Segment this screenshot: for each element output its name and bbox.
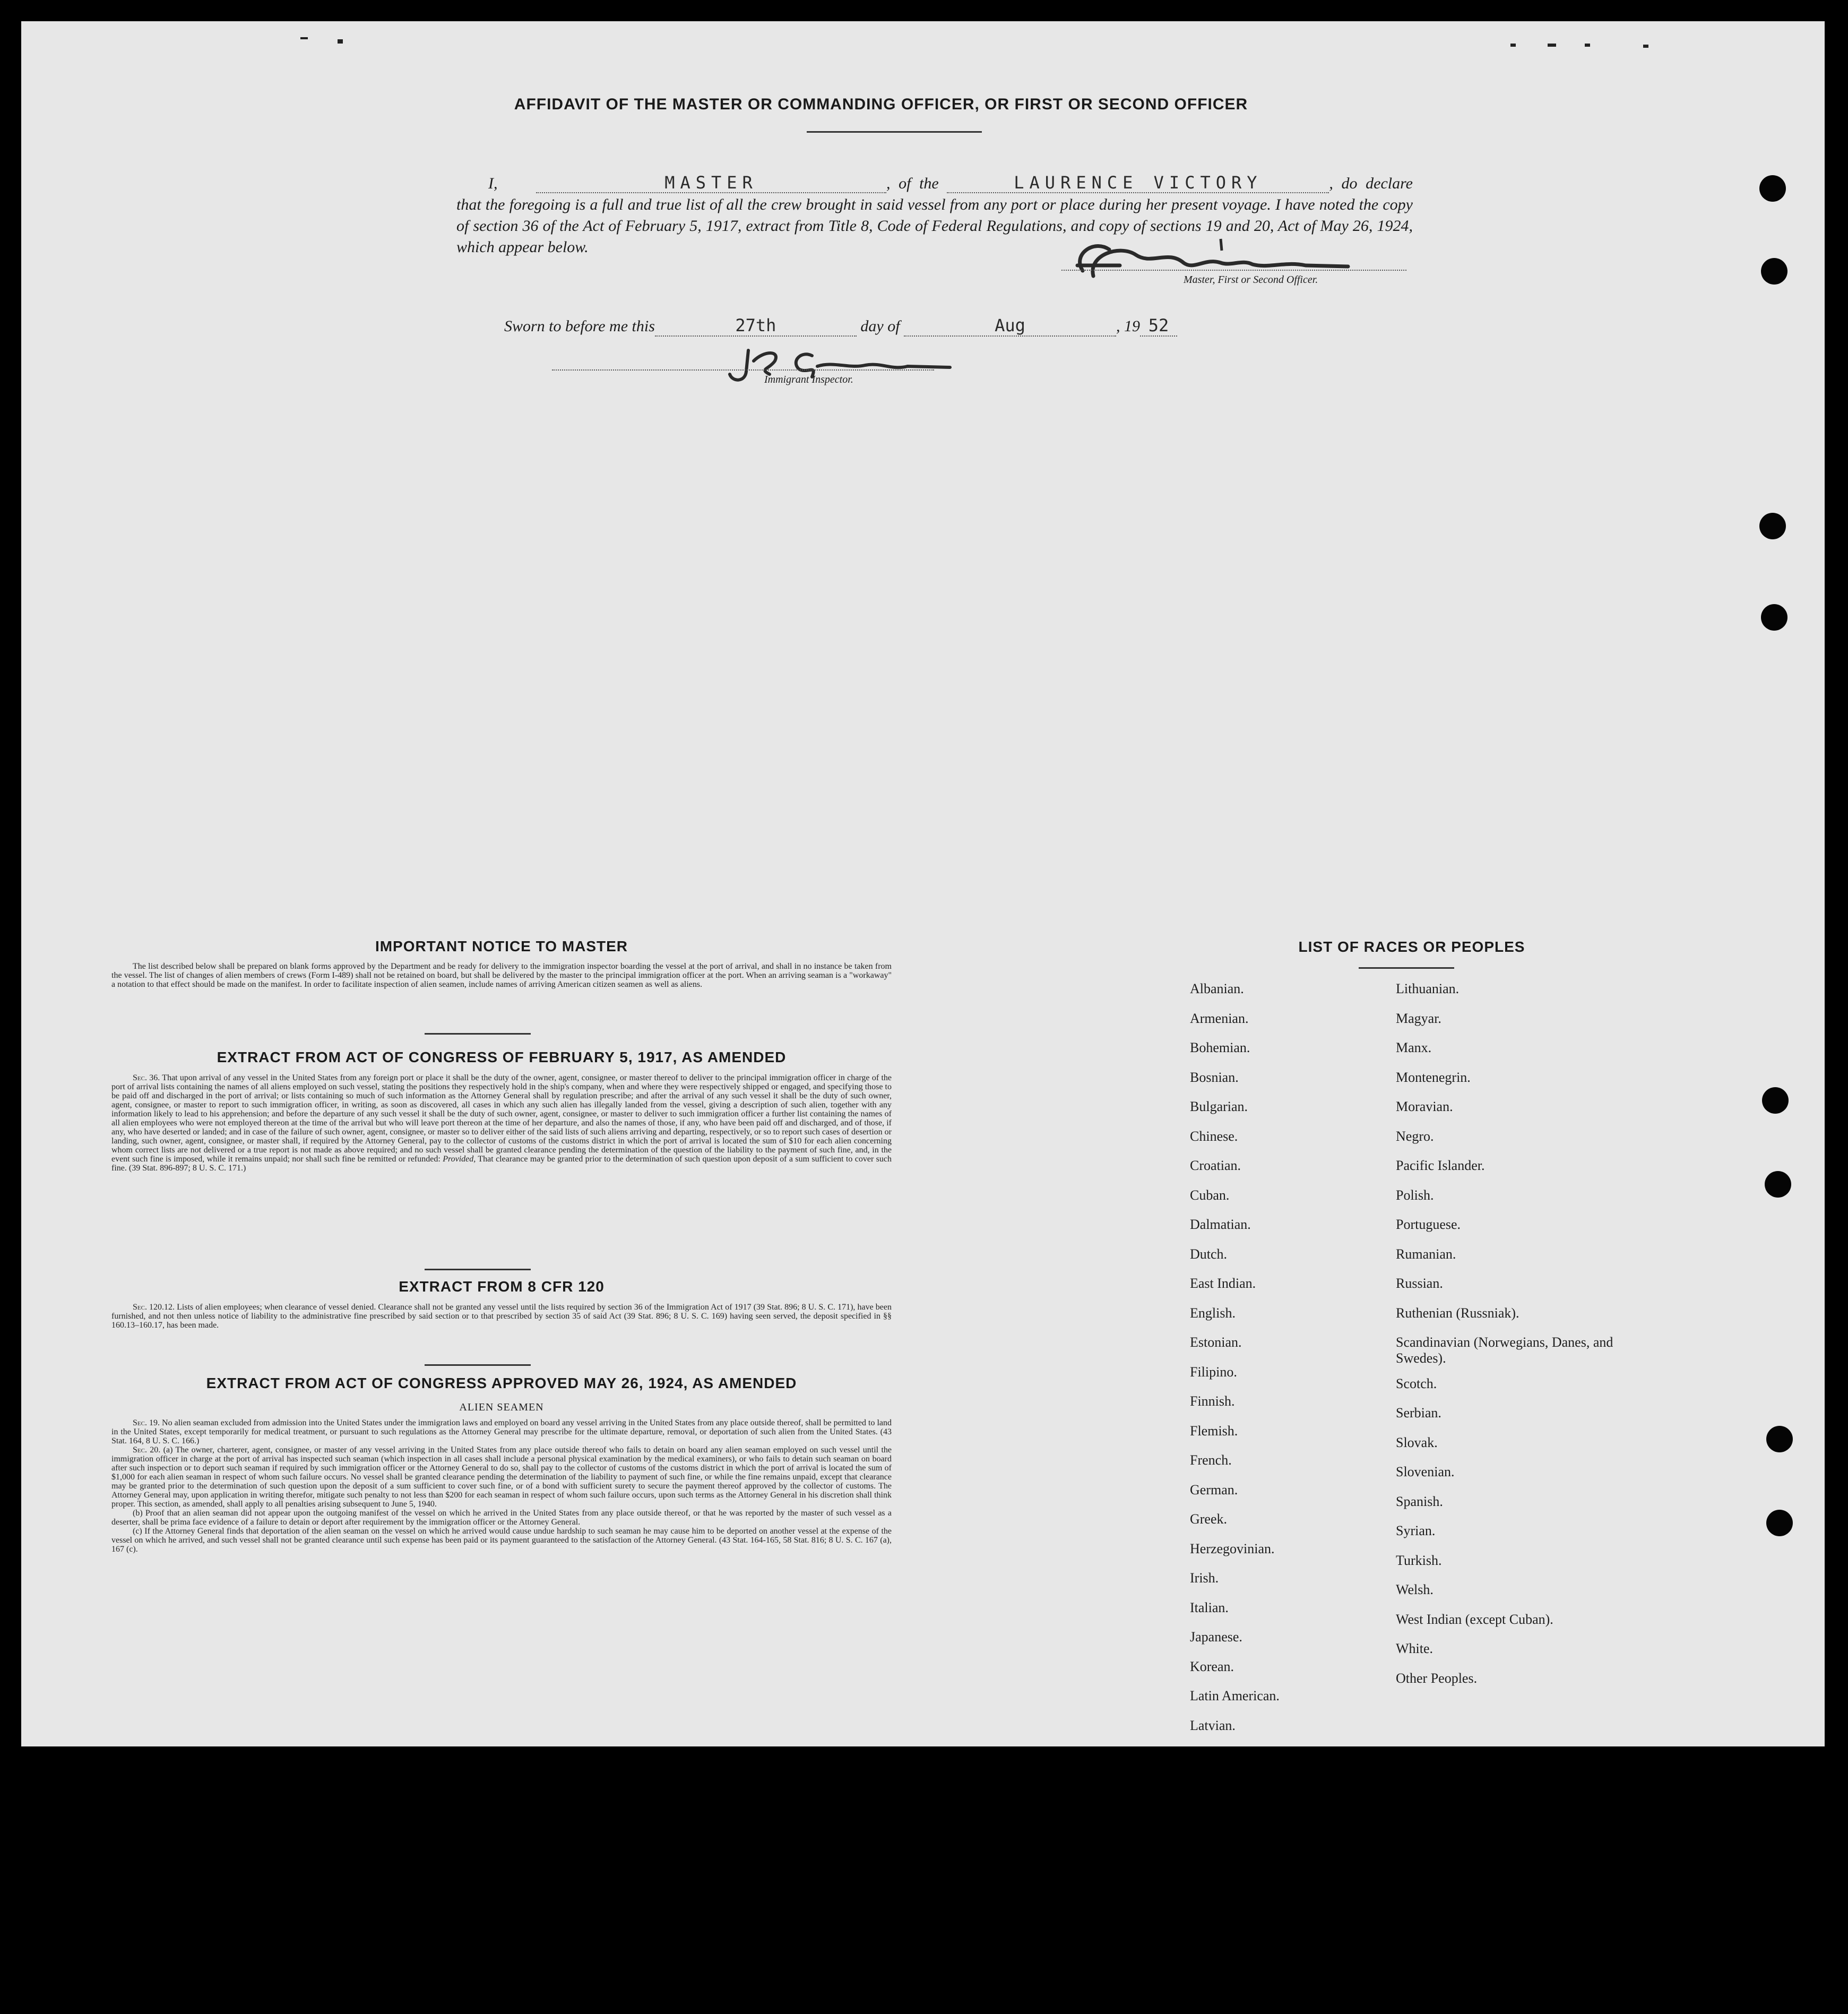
year-prefix: , 19: [1116, 317, 1141, 335]
important-notice-title: IMPORTANT NOTICE TO MASTER: [375, 938, 628, 954]
race-item: Japanese.: [1190, 1629, 1242, 1645]
race-item: Bulgarian.: [1190, 1099, 1248, 1114]
binder-hole: [1766, 1426, 1793, 1452]
race-item: Estonian.: [1190, 1335, 1242, 1350]
races-divider: [1359, 967, 1454, 969]
race-item: German.: [1190, 1482, 1238, 1497]
sworn-line: [504, 315, 1177, 337]
race-item: Korean.: [1190, 1658, 1234, 1674]
sworn-text: Sworn to before me this: [504, 317, 655, 335]
extract-1917-body: [111, 1073, 892, 1173]
race-item: Slovenian.: [1396, 1464, 1455, 1480]
race-item: Dalmatian.: [1190, 1217, 1251, 1232]
extract-1917-title: EXTRACT FROM ACT OF CONGRESS OF FEBRUARY 5, 1917, AS AMENDED: [217, 1049, 787, 1065]
speck: [1643, 45, 1648, 48]
race-item: Lithuanian.: [1396, 981, 1460, 996]
binder-hole: [1762, 1087, 1789, 1114]
race-item: Pacific Islander.: [1396, 1158, 1485, 1173]
affidavit-of-the: , of the: [886, 175, 939, 192]
race-item: Portuguese.: [1396, 1217, 1461, 1232]
vessel-name-field[interactable]: LAURENCE VICTORY: [947, 173, 1329, 193]
inspector-caption: Immigrant Inspector.: [764, 374, 853, 385]
race-item: Syrian.: [1396, 1523, 1436, 1539]
race-item: Croatian.: [1190, 1158, 1241, 1173]
important-notice-body: [111, 962, 892, 989]
day-of-text: day of: [860, 317, 900, 335]
race-item: Scotch.: [1396, 1375, 1437, 1391]
extract-1917-divider: [425, 1269, 531, 1270]
race-item: English.: [1190, 1305, 1236, 1321]
binder-hole: [1761, 604, 1787, 631]
month-field[interactable]: Aug: [904, 315, 1116, 337]
extract-cfr-body: [111, 1303, 892, 1330]
race-item: Serbian.: [1396, 1405, 1441, 1421]
race-item: Flemish.: [1190, 1423, 1238, 1439]
race-item: Herzegovinian.: [1190, 1540, 1275, 1556]
notice-divider: [425, 1033, 531, 1035]
race-item: Welsh.: [1396, 1582, 1434, 1598]
race-item: West Indian (except Cuban).: [1396, 1611, 1553, 1627]
sec-36-label: Sec. 36.: [133, 1073, 160, 1082]
race-item: Manx.: [1396, 1040, 1432, 1055]
race-item: Bosnian.: [1190, 1069, 1239, 1085]
race-item: Scandinavian (Norwegians, Danes, and Swedes).: [1396, 1335, 1613, 1366]
race-item: Turkish.: [1396, 1552, 1442, 1568]
speck: [338, 39, 343, 44]
sec-36-end: That clearance may be granted prior to the determination of such question upon deposit of a sum sufficient to cover such fine. (39 Stat. 896-897; 8 U. S. C. 171.): [111, 1155, 892, 1173]
sec-20a-text: (a) The owner, charterer, agent, consignee, or master of any vessel arriving in the United States from any place outside thereof who fails to detain on board any alien seaman employed on such vessel until the immigration officer in charge at the port of arrival has inspected such seaman (which inspection in all cases shall include a personal physical examination by the medical examiners), or who fails to detain such seaman on board after such inspection or to deport such seaman if required by such immigration officer or the Attorney General to do so, shall pay to the collector of customs of the customs district in which the port of arrival is located the sum of $1,000 for each alien seaman in respect of whom such failure occurs. No vessel shall be granted clearance pending the determination of the liability to payment of such fine, or while the fine remains unpaid, except that clearance may be granted prior to the determination of such question upon the deposit of a sum sufficient to cover such fine, or of a bond with sufficient surety to secure the payment thereof approved by the collector of customs. The Attorney General may, upon application in writing therefor, mitigate such penalty to not less than $200 for each seaman in respect of whom such failure occurs, upon such terms as the Attorney General in his discretion shall think proper. This section, as amended, shall apply to all penalties arising subsequent to June 5, 1940.: [111, 1445, 892, 1509]
race-item: Rumanian.: [1396, 1246, 1456, 1262]
race-item: Latin American.: [1190, 1688, 1280, 1703]
race-item: Other Peoples.: [1396, 1670, 1478, 1686]
master-signature-line: [1061, 270, 1406, 271]
race-item: Slovak.: [1396, 1434, 1438, 1450]
race-item: Polish.: [1396, 1187, 1434, 1203]
speck: [300, 37, 308, 39]
race-item: Latvian.: [1190, 1717, 1236, 1733]
sec-20-label: Sec. 20.: [133, 1445, 161, 1454]
binder-hole: [1766, 1510, 1793, 1536]
race-item: Spanish.: [1396, 1493, 1443, 1509]
provided-word: Provided,: [443, 1155, 476, 1164]
race-item: Moravian.: [1396, 1099, 1453, 1114]
race-item: Armenian.: [1190, 1010, 1249, 1026]
race-item: Magyar.: [1396, 1010, 1441, 1026]
race-item: Irish.: [1190, 1570, 1219, 1586]
race-item: Albanian.: [1190, 981, 1244, 996]
race-item: Bohemian.: [1190, 1040, 1250, 1055]
race-item: Dutch.: [1190, 1246, 1228, 1262]
speck: [1548, 44, 1556, 47]
race-item: Ruthenian (Russniak).: [1396, 1305, 1519, 1321]
title-divider: [807, 131, 982, 133]
extract-1924-title: EXTRACT FROM ACT OF CONGRESS APPROVED MAY 26, 1924, AS AMENDED: [206, 1375, 797, 1391]
affidavit-declare-text: , do declare that the foregoing is a full and true list of all the crew brought in said vessel from any port or place during her present voyage. I have noted the copy of section 36 of the Act of February 5, 1917, extract from Title 8, Code of Federal Regulations, and copy of sections 19 and 20, Act of May 26, 1924, which appear below.: [456, 175, 1413, 256]
race-item: Finnish.: [1190, 1393, 1235, 1409]
binder-hole: [1759, 513, 1786, 539]
race-item: Greek.: [1190, 1511, 1228, 1527]
speck: [1585, 44, 1590, 47]
master-caption: Master, First or Second Officer.: [1184, 274, 1318, 286]
year-field[interactable]: 52: [1140, 315, 1177, 337]
extract-cfr-title: EXTRACT FROM 8 CFR 120: [399, 1278, 605, 1295]
race-item: Russian.: [1396, 1276, 1443, 1291]
affidavit-title: AFFIDAVIT OF THE MASTER OR COMMANDING OFFICER, OR FIRST OR SECOND OFFICER: [514, 96, 1248, 113]
alien-seamen-subtitle: ALIEN SEAMEN: [459, 1401, 544, 1413]
sec-20c-text: (c) If the Attorney General finds that deportation of the alien seaman on the vessel on which he arrived would cause undue hardship to such seaman he may cause him to be deported on another vessel at the expense of the vessel on which he arrived, and such vessel shall not be granted clearance until such expense has been paid or its payment guaranteed to the satisfaction of the Attorney General. (43 Stat. 164-165, 58 Stat. 816; 8 U. S. C. 167 (a), 167 (c).: [111, 1527, 892, 1554]
extract-cfr-divider: [425, 1364, 531, 1366]
binder-hole: [1759, 175, 1786, 202]
race-item: Cuban.: [1190, 1187, 1230, 1203]
form-page: [21, 21, 1825, 1746]
sec-20b-text: (b) Proof that an alien seaman did not appear upon the outgoing manifest of the vessel on which he arrived in the United States from any place outside thereof, or that he was reported by the master of such vessel as a deserter, shall be prima face evidence of a failure to detain or deport after requirement by the immigration officer or the Attorney General.: [111, 1509, 892, 1527]
race-item: White.: [1396, 1641, 1434, 1657]
important-notice-text: The list described below shall be prepared on blank forms approved by the Department and be ready for delivery to the immigration inspector boarding the vessel at the port of arrival, and shall in no instance be taken from the vessel. The list of changes of alien members of crews (Form I-489) shall not be retained on board, but shall be delivered by the master to the principal immigration officer at the port. When an arriving seaman is a "workaway" a notation to that effect should be made on the manifest. In order to facilitate inspection of alien seamen, include names of arriving American citizen seamen as well as aliens.: [111, 962, 892, 989]
race-item: Filipino.: [1190, 1364, 1237, 1380]
sec-120-text: Lists of alien employees; when clearance of vessel denied. Clearance shall not be granted any vessel until the lists required by section 36 of the Immigration Act of 1917 (39 Stat. 896; 8 U. S. C. 171), have been furnished, and not then unless notice of liability to the administrative fine prescribed by said section or to that prescribed by section 35 of said Act (39 Stat. 896; 8 U. S. C. 169) having seen served, the deposit specified in §§ 160.13–160.17, has been made.: [111, 1303, 892, 1330]
binder-hole: [1765, 1171, 1791, 1198]
sec-120-label: Sec. 120.12.: [133, 1303, 175, 1312]
race-item: East Indian.: [1190, 1276, 1256, 1291]
sec-19-text: No alien seaman excluded from admission into the United States under the immigration laws and employed on board any vessel arriving in the United States from any place outside thereof, shall be permitted to land in the United States, except temporarily for medical treatment, or pursuant to such regulations as the Attorney General may prescribe for the ultimate departure, removal, or deportation of such alien from the United States. (43 Stat. 164, 8 U. S. C. 166.): [111, 1418, 892, 1445]
race-item: Chinese.: [1190, 1128, 1238, 1144]
race-item: Negro.: [1396, 1128, 1434, 1144]
sec-19-label: Sec. 19.: [133, 1418, 160, 1427]
extract-1924-body: [111, 1418, 892, 1554]
day-field[interactable]: 27th: [655, 315, 857, 337]
race-item: Montenegrin.: [1396, 1069, 1471, 1085]
master-field[interactable]: MASTER: [536, 173, 886, 193]
affidavit-i: I,: [488, 175, 498, 192]
inspector-signature-line: [552, 369, 934, 371]
sec-36-text: That upon arrival of any vessel in the United States from any foreign port or place it shall be the duty of the owner, agent, consignee, or master thereof to deliver to the principal immigration officer in charge of the port of arrival lists containing the names of all aliens employed on such vessel, stating the positions they respectively hold in the ship's company, when and where they were respectively shipped or engaged, and specifying those to be paid off and discharged in the port of arrival; or lists containing so much of such information as the Attorney General shall by regulation prescribe; and after the arrival of any such vessel it shall be the duty of such owner, agent, consignee, or master to report to such immigration officer, in writing, as soon as discovered, all cases in which any such alien has illegally landed from the vessel, giving a description of such alien, together with any information likely to lead to his apprehension; and before the departure of any such vessel it shall be the duty of such owner, agent, consignee, or master to deliver to such immigration officer a further list containing the names of all alien employees who were not employed thereon at the time of the arrival but who will leave port thereon at the time of her departure, and also the names of those, if any, who have been paid off and discharged, and of those, if any, who have deserted or landed; and in case of the failure of such owner, agent, consignee, or master so to deliver either of the said lists of such aliens arriving and departing, respectively, or so to report such cases of desertion or landing, such owner, agent, consignee, or master shall, if required by the Attorney General, pay to the collector of customs of the customs district in which the port of arrival is located the sum of $10 for each alien concerning whom correct lists are not delivered or a true report is not made as above required; and no such vessel shall be granted clearance pending the determination of the question of the liability to the payment of such fine, and, in the event such fine is imposed, while it remains unpaid; nor shall such fine be remitted or refunded:: [111, 1073, 892, 1164]
races-title: LIST OF RACES OR PEOPLES: [1298, 939, 1525, 955]
race-item: Italian.: [1190, 1599, 1229, 1615]
binder-hole: [1761, 258, 1787, 285]
speck: [1510, 44, 1516, 47]
race-item: French.: [1190, 1452, 1232, 1468]
